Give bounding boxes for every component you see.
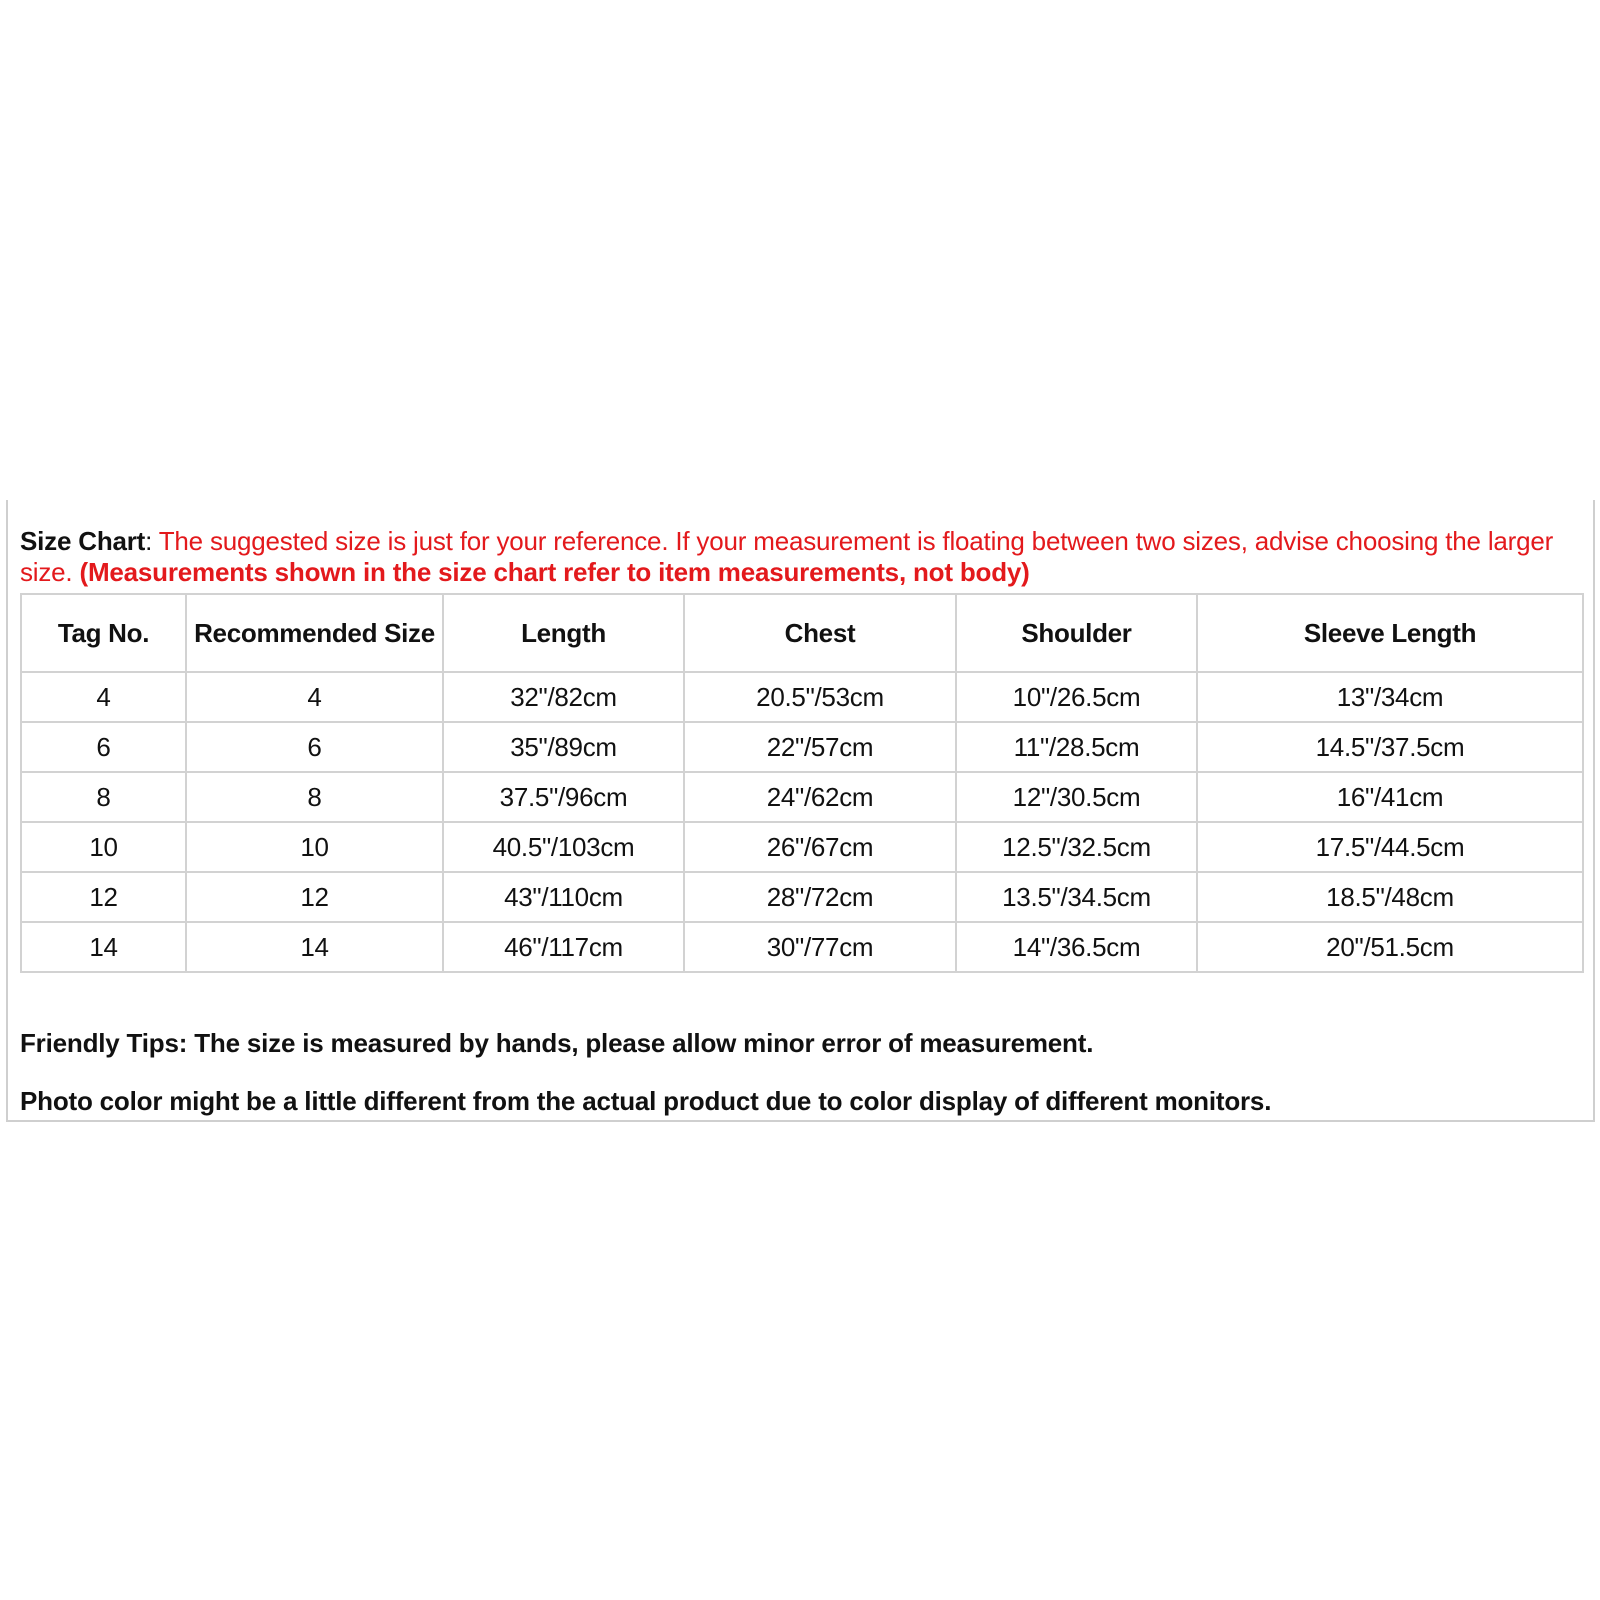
- header-recommended-size: Recommended Size: [186, 594, 443, 672]
- cell-recommended-size: 12: [186, 872, 443, 922]
- cell-chest: 22"/57cm: [684, 722, 956, 772]
- friendly-tips-text: Friendly Tips: The size is measured by hands, please allow minor error of measurement.: [20, 1028, 1094, 1058]
- table-row: [21, 722, 1583, 772]
- cell-recommended-size: 8: [186, 772, 443, 822]
- size-chart-emphasis: (Measurements shown in the size chart refer to item measurements, not body): [79, 557, 1030, 587]
- header-shoulder: Shoulder: [956, 594, 1197, 672]
- cell-chest: 28"/72cm: [684, 872, 956, 922]
- cell-chest: 26"/67cm: [684, 822, 956, 872]
- table-row: [21, 672, 1583, 722]
- table-row: [21, 822, 1583, 872]
- cell-length: 43"/110cm: [443, 872, 684, 922]
- cell-tag-no: 8: [21, 772, 186, 822]
- cell-length: 35"/89cm: [443, 722, 684, 772]
- cell-sleeve-length: 16"/41cm: [1197, 772, 1583, 822]
- cell-chest: 24"/62cm: [684, 772, 956, 822]
- cell-tag-no: 10: [21, 822, 186, 872]
- size-table: [20, 593, 1584, 973]
- cell-length: 40.5"/103cm: [443, 822, 684, 872]
- cell-tag-no: 12: [21, 872, 186, 922]
- table-row: [21, 872, 1583, 922]
- table-header-row: [21, 594, 1583, 672]
- size-chart-separator: :: [145, 526, 159, 556]
- cell-sleeve-length: 13"/34cm: [1197, 672, 1583, 722]
- table-row: [21, 922, 1583, 972]
- cell-length: 37.5"/96cm: [443, 772, 684, 822]
- header-tag-no: Tag No.: [21, 594, 186, 672]
- cell-recommended-size: 6: [186, 722, 443, 772]
- photo-color-note: Photo color might be a little different from the actual product due to color display of different monitors.: [20, 1086, 1272, 1116]
- cell-shoulder: 10"/26.5cm: [956, 672, 1197, 722]
- cell-length: 46"/117cm: [443, 922, 684, 972]
- cell-tag-no: 6: [21, 722, 186, 772]
- cell-length: 32"/82cm: [443, 672, 684, 722]
- cell-shoulder: 12.5"/32.5cm: [956, 822, 1197, 872]
- cell-chest: 30"/77cm: [684, 922, 956, 972]
- size-chart-label: Size Chart: [20, 526, 146, 556]
- cell-chest: 20.5"/53cm: [684, 672, 956, 722]
- cell-sleeve-length: 18.5"/48cm: [1197, 872, 1583, 922]
- cell-shoulder: 11"/28.5cm: [956, 722, 1197, 772]
- cell-tag-no: 4: [21, 672, 186, 722]
- cell-shoulder: 12"/30.5cm: [956, 772, 1197, 822]
- cell-sleeve-length: 20"/51.5cm: [1197, 922, 1583, 972]
- table-row: [21, 772, 1583, 822]
- cell-shoulder: 14"/36.5cm: [956, 922, 1197, 972]
- header-length: Length: [443, 594, 684, 672]
- size-chart-note: The suggested size is just for your reference. If your measurement is floating between two sizes, advise choosing the larger size.: [20, 526, 1554, 587]
- header-sleeve-length: Sleeve Length: [1197, 594, 1583, 672]
- size-chart-intro: [20, 526, 1580, 588]
- cell-tag-no: 14: [21, 922, 186, 972]
- cell-shoulder: 13.5"/34.5cm: [956, 872, 1197, 922]
- cell-recommended-size: 10: [186, 822, 443, 872]
- size-chart-panel: [6, 500, 1595, 1122]
- cell-sleeve-length: 17.5"/44.5cm: [1197, 822, 1583, 872]
- header-chest: Chest: [684, 594, 956, 672]
- cell-recommended-size: 4: [186, 672, 443, 722]
- cell-sleeve-length: 14.5"/37.5cm: [1197, 722, 1583, 772]
- cell-recommended-size: 14: [186, 922, 443, 972]
